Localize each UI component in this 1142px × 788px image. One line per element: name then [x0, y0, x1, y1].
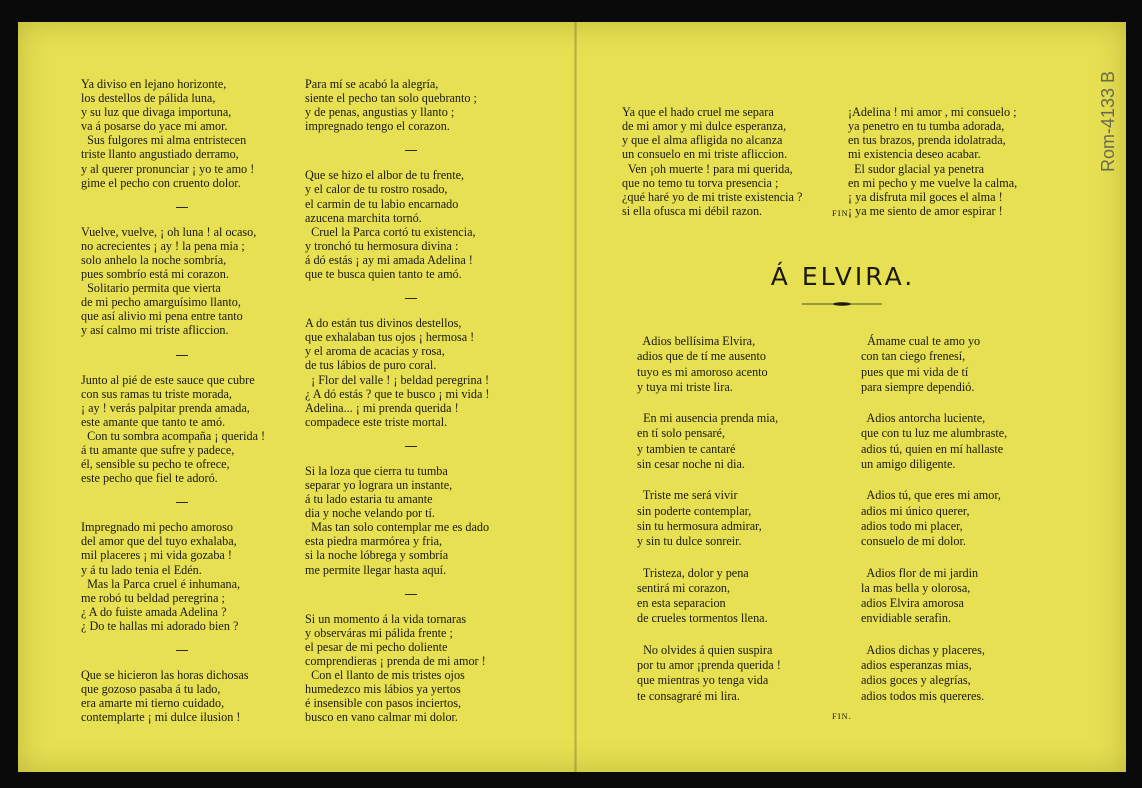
verse-line: Que se hizo el albor de tu frente,: [305, 168, 465, 183]
verse-line: y su luz que divaga importuna,: [81, 105, 232, 120]
verse-line: busco en vano calmar mi dolor.: [305, 710, 458, 725]
stanza: [81, 77, 265, 190]
verse-line: este pecho que fiel te adoró.: [81, 471, 218, 486]
stanza: [637, 411, 781, 472]
verse-line: adios tú, quien en mí hallaste: [861, 441, 1004, 456]
verse-line: para siempre dependió.: [861, 379, 975, 394]
verse-line: adios Elvira amorosa: [861, 596, 964, 611]
verse-line: Con tu sombra acompaña ¡ querida !: [81, 428, 266, 443]
verse-line: Ven ¡oh muerte ! para mi querida,: [622, 161, 793, 176]
verse-line: y observáras mi pálida frente ;: [305, 625, 453, 640]
verse-line: solo anhelo la noche sombría,: [81, 252, 227, 267]
verse-line: no acrecientes ¡ ay ! la pena mia ;: [81, 238, 245, 253]
verse-line: y así calmo mi triste afliccion.: [81, 323, 229, 338]
stanza: [637, 643, 781, 704]
verse-line: Triste me será vivir: [637, 488, 738, 503]
verse-line: y tambien te cantaré: [637, 441, 736, 456]
verse-line: y que el alma afligida no alcanza: [622, 133, 783, 148]
stanza: [861, 334, 1007, 395]
stanza: [861, 488, 1007, 549]
verse-line: contemplarte ¡ mi dulce ilusion !: [81, 710, 241, 725]
verse-line: Impregnado mi pecho amoroso: [81, 520, 233, 535]
verse-line: te consagraré mi lira.: [637, 688, 740, 703]
verse-line: ¡ ay ! verás palpitar prenda amada,: [81, 400, 250, 415]
stanza: [861, 643, 1007, 704]
stanza-separator: [176, 650, 188, 651]
stanza: [861, 411, 1007, 472]
fin-label-2: FIN.: [832, 711, 852, 721]
verse-line: ¡ Flor del valle ! ¡ beldad peregrina !: [305, 372, 490, 387]
verse-line: triste llanto angustiado derramo,: [81, 147, 239, 162]
verse-line: azucena marchita tornó.: [305, 210, 422, 225]
verse-line: á dó estás ¡ ay mi amada Adelina !: [305, 252, 473, 267]
verse-line: é insensible con pasos inciertos,: [305, 696, 462, 711]
verse-line: que así alivio mi pena entre tanto: [81, 309, 243, 324]
verse-line: Con el llanto de mis tristes ojos: [305, 668, 465, 682]
verse-line: me robó tu beldad peregrina ;: [81, 590, 225, 605]
verse-line: que mientras yo tenga vida: [637, 673, 769, 688]
verse-line: ¿ Do te hallas mi adorado bien ?: [81, 618, 239, 633]
verse-line: mil placeres ¡ mi vida gozaba !: [81, 548, 232, 563]
stanza: [637, 488, 781, 549]
center-fold: [574, 22, 577, 772]
verse-line: y sin tu dulce sonreir.: [637, 534, 742, 549]
verse-line: este amante que tanto te amó.: [81, 414, 226, 429]
verse-line: Que se hicieron las horas dichosas: [81, 668, 249, 682]
verse-line: ¿ A dó estás ? que te busco ¡ mi vida !: [305, 386, 490, 401]
verse-line: compadece este triste mortal.: [305, 414, 448, 429]
verse-line: adios esperanzas mias,: [861, 658, 972, 673]
stanza: [81, 520, 265, 633]
fin-label-1: FIN.: [832, 208, 852, 218]
verse-line: envidiable serafin.: [861, 611, 952, 626]
verse-line: ¡Adelina ! mi amor , mi consuelo ;: [848, 105, 1017, 120]
stanza-separator: [405, 446, 417, 447]
verse-line: gime el pecho con cruento dolor.: [81, 175, 241, 190]
verse-line: En mi ausencia prenda mia,: [637, 411, 779, 426]
verse-line: que no temo tu torva presencia ;: [622, 175, 779, 190]
verse-line: sin tu hermosura admirar,: [637, 518, 762, 533]
stanza: [305, 612, 489, 725]
verse-line: tuyo es mi amoroso acento: [637, 364, 768, 379]
verse-line: me permite llegar hasta aquí.: [305, 562, 447, 577]
verse-line: sentirá mi corazon,: [637, 580, 731, 595]
verse-line: por tu amor ¡prenda querida !: [637, 658, 781, 673]
verse-line: un consuelo en mi triste afliccion.: [622, 147, 788, 162]
verse-line: va á posarse do yace mi amor.: [81, 119, 228, 134]
verse-line: ¿qué haré yo de mi triste existencia ?: [622, 189, 803, 204]
verse-line: Para mí se acabó la alegría,: [305, 77, 439, 91]
verse-line: Adios flor de mi jardin: [861, 565, 979, 580]
stanza: [305, 464, 489, 577]
verse-line: consuelo de mi dolor.: [861, 534, 966, 549]
verse-line: Adios dichas y placeres,: [861, 642, 985, 657]
stanza-separator: [176, 207, 188, 208]
stanza: [305, 316, 489, 429]
right-page-top-column-2: [848, 77, 1017, 232]
stanza: [637, 566, 781, 627]
stanza: [305, 77, 489, 133]
verse-line: Cruel la Parca cortó tu existencia,: [305, 224, 476, 239]
verse-line: Mas tan solo contemplar me es dado: [305, 520, 490, 535]
verse-line: comprendieras ¡ prenda de mi amor !: [305, 653, 486, 668]
verse-line: que con tu luz me alumbraste,: [861, 426, 1008, 441]
verse-line: en tus brazos, prenda idolatrada,: [848, 133, 1006, 148]
stanza-separator: [405, 150, 417, 151]
verse-line: Vuelve, vuelve, ¡ oh luna ! al ocaso,: [81, 224, 257, 239]
verse-line: del amor que del tuyo exhalaba,: [81, 534, 237, 549]
verse-line: sin poderte contemplar,: [637, 503, 752, 518]
verse-line: Ya que el hado cruel me separa: [622, 105, 774, 120]
verse-line: con tan ciego frenesí,: [861, 349, 966, 364]
stanza-separator: [405, 594, 417, 595]
verse-line: el carmin de tu labio encarnado: [305, 196, 459, 211]
verse-line: y tronchó tu hermosura divina :: [305, 238, 459, 253]
verse-line: El sudor glacial ya penetra: [848, 161, 985, 176]
verse-line: mi existencia deseo acabar.: [848, 147, 981, 162]
stanza: [81, 668, 265, 724]
stanza-separator: [405, 298, 417, 299]
verse-line: si ella ofusca mi débil razon.: [622, 203, 763, 218]
verse-line: A do están tus divinos destellos,: [305, 316, 462, 331]
verse-line: á tu lado estaria tu amante: [305, 492, 433, 507]
verse-line: en tí solo pensaré,: [637, 426, 725, 441]
left-page-column-1: [81, 77, 265, 724]
verse-line: adios todo mi placer,: [861, 518, 963, 533]
verse-line: Adelina... ¡ mi prenda querida !: [305, 400, 459, 415]
verse-line: el pesar de mi pecho doliente: [305, 639, 448, 654]
verse-line: los destellos de pálida luna,: [81, 91, 216, 106]
verse-line: que te busca quien tanto te amó.: [305, 267, 462, 282]
verse-line: Adios bellísima Elvira,: [637, 334, 756, 348]
verse-line: adios goces y alegrías,: [861, 673, 971, 688]
verse-line: y á tu lado tenia el Edén.: [81, 562, 202, 577]
verse-line: No olvides á quien suspira: [637, 642, 773, 657]
catalog-stamp-text: Rom-4133 B: [1098, 70, 1118, 172]
verse-line: y el calor de tu rostro rosado,: [305, 182, 448, 197]
verse-line: y tuya mi triste lira.: [637, 379, 733, 394]
verse-line: y el aroma de acacias y rosa,: [305, 344, 445, 359]
verse-line: Junto al pié de este sauce que cubre: [81, 372, 255, 387]
right-page-top-column-1: [622, 77, 802, 232]
verse-line: ¿ A do fuiste amada Adelina ?: [81, 604, 227, 619]
verse-line: ya penetro en tu tumba adorada,: [848, 119, 1005, 134]
verse-line: ¡ ya disfruta mil goces el alma !: [848, 189, 1003, 204]
verse-line: que exhalaban tus ojos ¡ hermosa !: [305, 330, 475, 345]
verse-line: ¡ ya me siento de amor espirar !: [848, 203, 1003, 218]
verse-line: que gozoso pasaba á tu lado,: [81, 682, 221, 697]
title-ornament: [802, 301, 882, 307]
verse-line: Sus fulgores mi alma entristecen: [81, 133, 247, 148]
elvira-column-2: [861, 334, 1007, 704]
verse-line: y al querer pronunciar ¡ yo te amo !: [81, 161, 255, 176]
verse-line: siente el pecho tan solo quebranto ;: [305, 91, 477, 106]
verse-line: en esta separacion: [637, 596, 726, 611]
verse-line: Solitario permita que vierta: [81, 281, 221, 296]
stanza: [305, 168, 489, 281]
verse-line: Tristeza, dolor y pena: [637, 565, 749, 580]
verse-line: Si la loza que cierra tu tumba: [305, 463, 448, 478]
verse-line: Mas la Parca cruel é inhumana,: [81, 576, 241, 591]
stanza: [637, 334, 781, 395]
verse-line: la mas bella y olorosa,: [861, 580, 971, 595]
verse-line: de crueles tormentos llena.: [637, 611, 768, 626]
verse-line: sin cesar noche ni dia.: [637, 457, 745, 472]
verse-line: Si un momento á la vida tornaras: [305, 611, 467, 626]
verse-line: Adios antorcha luciente,: [861, 411, 986, 426]
verse-line: Ya diviso en lejano horizonte,: [81, 77, 227, 91]
poem-title: Á ELVIRA.: [770, 262, 916, 291]
verse-line: separar yo lograra un instante,: [305, 477, 453, 492]
verse-line: en mi pecho y me vuelve la calma,: [848, 175, 1018, 190]
verse-line: con sus ramas tu triste morada,: [81, 386, 232, 401]
verse-line: esta piedra marmórea y fria,: [305, 534, 443, 549]
verse-line: adios que de tí me ausento: [637, 349, 766, 364]
stanza: [81, 225, 265, 338]
verse-line: Adios tú, que eres mi amor,: [861, 488, 1001, 503]
verse-line: pues que mi vida de tí: [861, 364, 969, 379]
verse-line: de tus lábios de puro coral.: [305, 358, 437, 373]
stanza-separator: [176, 502, 188, 503]
verse-line: dia y noche velando por tí.: [305, 506, 435, 521]
stanza: [81, 373, 265, 486]
elvira-column-1: [637, 334, 781, 704]
verse-line: impregnado tengo el corazon.: [305, 119, 450, 134]
verse-line: de mi pecho amarguísimo llanto,: [81, 295, 241, 310]
left-page-column-2: [305, 77, 489, 724]
verse-line: y de penas, angustias y llanto ;: [305, 105, 455, 120]
verse-line: él, sensible su pecho te ofrece,: [81, 457, 230, 472]
stanza: [861, 566, 1007, 627]
verse-line: era amarte mi tierno cuidado,: [81, 696, 225, 711]
verse-line: pues sombrío está mi corazon.: [81, 267, 229, 282]
verse-line: adios mi único querer,: [861, 503, 970, 518]
verse-line: un amigo diligente.: [861, 457, 956, 472]
stanza-separator: [176, 355, 188, 356]
verse-line: Ámame cual te amo yo: [861, 334, 981, 348]
verse-line: de mi amor y mi dulce esperanza,: [622, 119, 787, 134]
verse-line: adios todos mis quereres.: [861, 688, 985, 703]
verse-line: si la noche lóbrega y sombría: [305, 548, 449, 563]
verse-line: á tu amante que sufre y padece,: [81, 442, 235, 457]
verse-line: humedezco mis lábios ya yertos: [305, 682, 461, 697]
